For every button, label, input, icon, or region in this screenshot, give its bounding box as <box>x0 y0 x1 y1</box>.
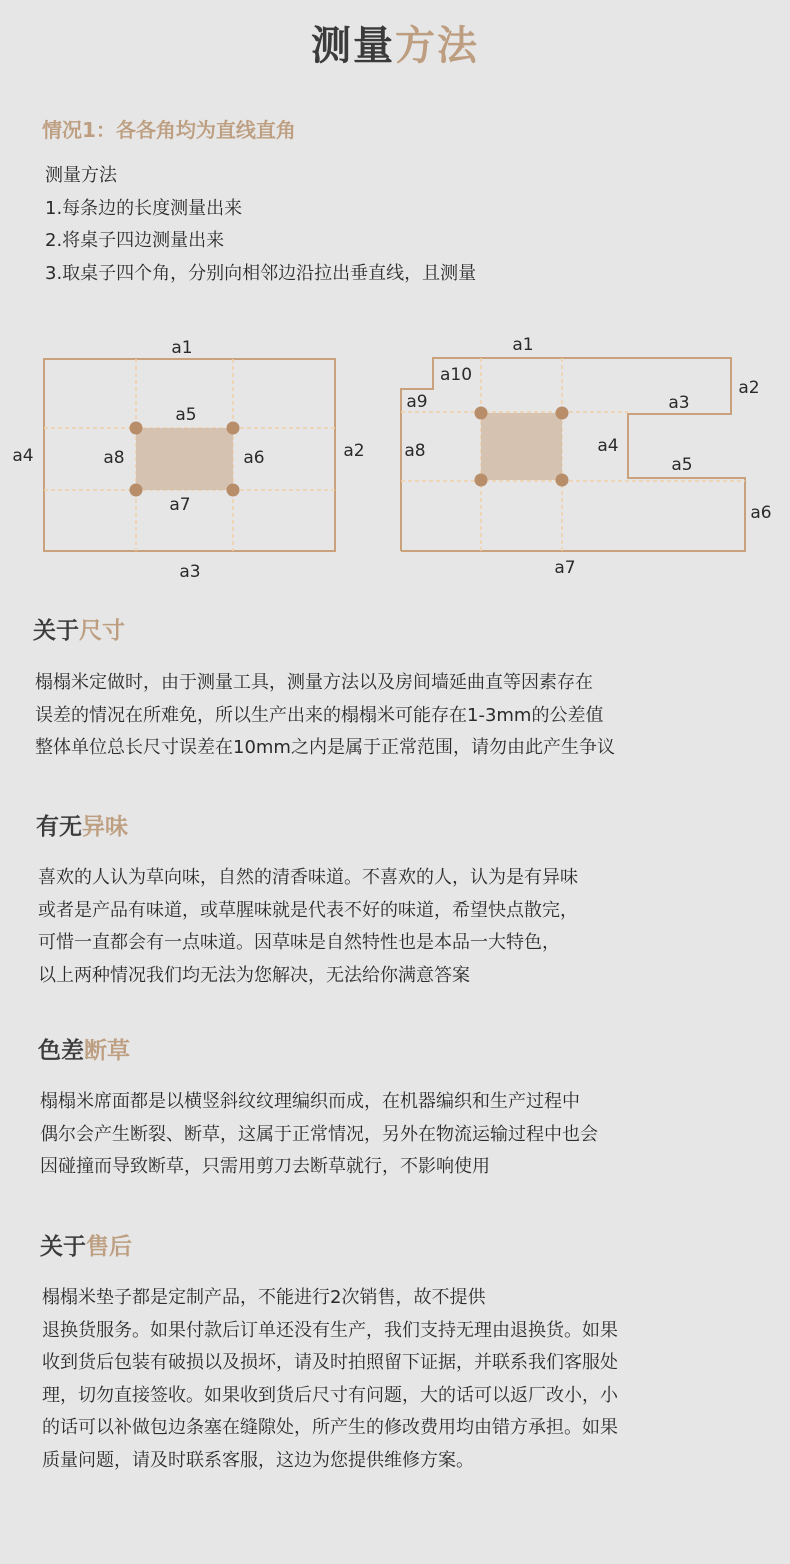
case1-line: 测量方法 <box>45 165 117 186</box>
label-a1: a1 <box>171 338 193 358</box>
corner-dot <box>130 422 143 435</box>
section-title-accent: 售后 <box>86 1234 132 1260</box>
label-a7: a7 <box>169 495 191 515</box>
section-line: 的话可以补做包边条塞在缝隙处，所产生的修改费用均由错方承担。如果 <box>42 1417 618 1438</box>
center-area <box>481 413 562 480</box>
section-line: 收到货后包装有破损以及损坏，请及时拍照留下证据，并联系我们客服处 <box>42 1352 618 1373</box>
section-size-text <box>35 667 615 765</box>
label-a8: a8 <box>404 441 426 461</box>
case1-line: 1.每条边的长度测量出来 <box>45 197 243 219</box>
section-title-dark: 有无 <box>36 814 82 840</box>
section-line: 因碰撞而导致断草，只需用剪刀去断草就行，不影响使用 <box>40 1156 490 1177</box>
corner-dot <box>130 484 143 497</box>
page-title-part1: 测量 <box>311 23 395 69</box>
corner-dot <box>227 484 240 497</box>
section-title-dark: 关于 <box>40 1234 86 1260</box>
section-line: 理，切勿直接签收。如果收到货后尺寸有问题，大的话可以返厂改小，小 <box>42 1384 618 1406</box>
section-color-text <box>40 1086 598 1184</box>
section-line: 整体单位总长尺寸误差在10mm之内是属于正常范围，请勿由此产生争议 <box>35 737 615 758</box>
guide-lines <box>401 358 745 551</box>
label-a6: a6 <box>750 503 772 523</box>
section-line: 质量问题，请及时联系客服，这边为您提供维修方案。 <box>42 1449 474 1471</box>
label-a1: a1 <box>512 335 534 355</box>
center-area <box>136 428 233 490</box>
corner-dot <box>475 407 488 420</box>
label-a10: a10 <box>439 365 473 385</box>
label-a5: a5 <box>175 405 197 425</box>
section-aftersales-text <box>42 1282 618 1477</box>
section-line: 以上两种情况我们均无法为您解决，无法给你满意答案 <box>38 964 470 986</box>
diagram-rectangle <box>0 320 395 590</box>
corner-dot <box>556 474 569 487</box>
section-odor-text <box>38 862 578 992</box>
label-a9: a9 <box>406 392 428 412</box>
case1-line: 2.将桌子四边测量出来 <box>45 230 225 251</box>
corner-dot <box>556 407 569 420</box>
section-size-title <box>33 616 125 646</box>
section-line: 偶尔会产生断裂、断草，这属于正常情况，另外在物流运输过程中也会 <box>40 1123 598 1145</box>
label-a4: a4 <box>12 446 34 466</box>
outline-shape <box>401 358 745 551</box>
label-a2: a2 <box>343 441 365 461</box>
section-line: 喜欢的人认为草向味，自然的清香味道。不喜欢的人，认为是有异味 <box>38 867 578 888</box>
case1-steps <box>45 160 476 290</box>
section-line: 榻榻米席面都是以横竖斜纹纹理编织而成，在机器编织和生产过程中 <box>40 1091 580 1112</box>
section-title-accent: 尺寸 <box>79 618 125 644</box>
label-a8: a8 <box>103 448 125 468</box>
section-line: 或者是产品有味道，或草腥味就是代表不好的味道，希望快点散完， <box>38 899 578 921</box>
case1-title: 情况1：各各角均为直线直角 <box>42 118 296 142</box>
label-a2: a2 <box>738 378 760 398</box>
diagram-irregular <box>395 320 790 590</box>
label-a5: a5 <box>671 455 693 475</box>
label-a7: a7 <box>554 558 576 578</box>
corner-dot <box>475 474 488 487</box>
case1-line: 3.取桌子四个角，分别向相邻边沿拉出垂直线，且测量 <box>45 262 477 284</box>
section-title-accent: 断草 <box>84 1038 130 1064</box>
section-aftersales-title <box>40 1232 132 1262</box>
label-a4: a4 <box>597 436 619 456</box>
section-title-dark: 色差 <box>38 1038 84 1064</box>
section-color-title <box>38 1036 130 1066</box>
section-title-accent: 异味 <box>82 814 128 840</box>
section-line: 误差的情况在所难免，所以生产出来的榻榻米可能存在1-3mm的公差值 <box>35 704 604 726</box>
section-line: 退换货服务。如果付款后订单还没有生产，我们支持无理由退换货。如果 <box>42 1319 618 1341</box>
label-a3: a3 <box>668 393 690 413</box>
section-odor-title <box>36 812 128 842</box>
section-line: 榻榻米垫子都是定制产品，不能进行2次销售，故不提供 <box>42 1287 486 1308</box>
page-title <box>0 20 790 72</box>
label-a3: a3 <box>179 562 201 582</box>
section-title-dark: 关于 <box>33 618 79 644</box>
section-line: 榻榻米定做时，由于测量工具，测量方法以及房间墙延曲直等因素存在 <box>35 672 593 693</box>
section-line: 可惜一直都会有一点味道。因草味是自然特性也是本品一大特色， <box>38 932 560 953</box>
page-title-part2: 方法 <box>395 23 479 69</box>
label-a6: a6 <box>243 448 265 468</box>
corner-dot <box>227 422 240 435</box>
